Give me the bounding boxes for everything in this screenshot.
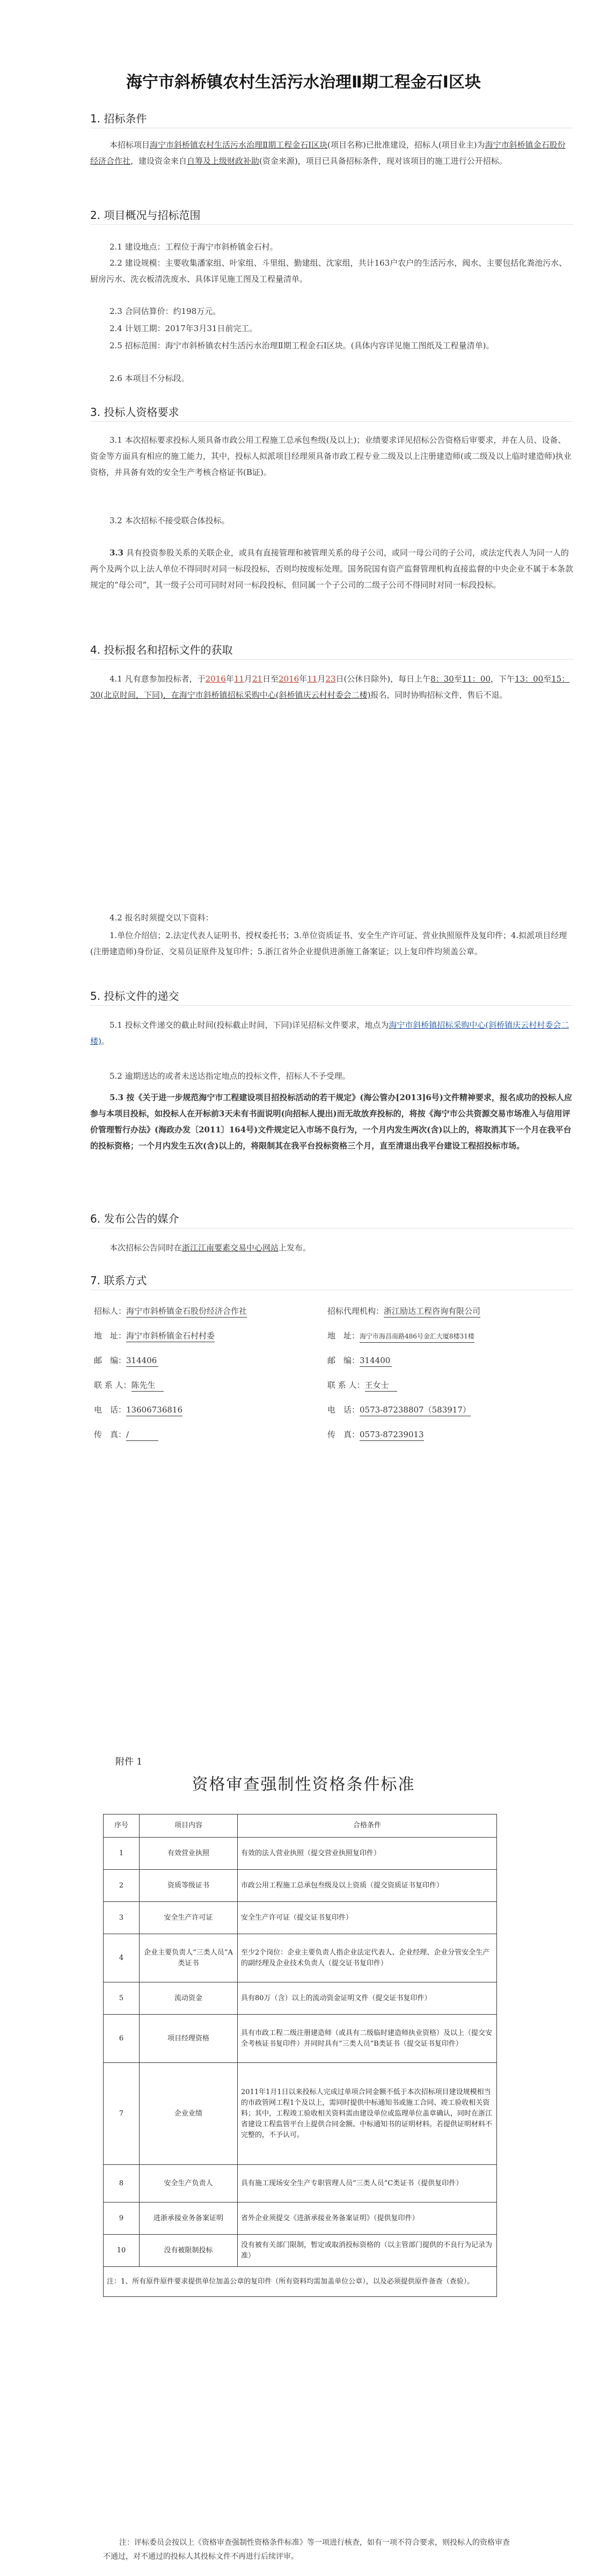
table-row: [104, 1870, 497, 1902]
section-3-paragraph-3: [90, 545, 573, 593]
section-heading-1: 1. 招标条件: [90, 112, 147, 125]
section-heading-4: 4. 投标报名和招标文件的获取: [90, 643, 233, 656]
table-header-row: [104, 1814, 497, 1838]
table-row: [104, 1838, 497, 1870]
row-condition: 安全生产许可证（提交证书复印件）: [238, 1902, 497, 1934]
row-item: 项目经理资格: [140, 2015, 238, 2063]
table-footer-row: [104, 2267, 497, 2297]
row-number: 1: [104, 1838, 140, 1870]
table-row: [104, 1902, 497, 1934]
section-2-line-4: 2.4 计划工期：2017年3月31日前完工。: [109, 324, 258, 333]
section-3-paragraph-2: 3.2 本次招标不接受联合体投标。: [109, 516, 230, 525]
annex-label: 附件 1: [115, 1757, 143, 1767]
end-month: 11: [307, 674, 318, 684]
text-fragment: 本招标项目: [109, 140, 150, 150]
column-header: 项目内容: [140, 1814, 238, 1838]
field-label: 地 址：: [94, 1331, 127, 1341]
end-day: 23: [325, 674, 336, 684]
agency-address-value: 海宁市海昌南路486号金汇大厦8楼31楼: [360, 1330, 474, 1343]
section-heading-6: 6. 发布公告的媒介: [90, 1212, 179, 1225]
row-condition: 省外企业须提交《进浙承接业务备案证明》（提供复印件）: [238, 2202, 497, 2235]
text-fragment: 4.1 凡有意参加投标者，于: [109, 674, 206, 684]
time-am-start: 8：30: [430, 674, 454, 684]
table-row: [104, 1934, 497, 1982]
text-fragment: 。: [101, 1036, 109, 1046]
row-item: 有效营业执照: [140, 1838, 238, 1870]
row-item: 安全生产负责人: [140, 2165, 238, 2202]
row-number: 5: [104, 1982, 140, 2015]
table-row: [104, 2015, 497, 2063]
row-item: 没有被限制投标: [140, 2235, 238, 2267]
field-label: 传 真：: [327, 1430, 360, 1439]
table-row: [104, 2063, 497, 2165]
text-fragment: 上发布。: [279, 1243, 311, 1253]
row-number: 7: [104, 2063, 140, 2165]
table-row: [104, 2165, 497, 2202]
section-2-line-5: 2.5 招标范围：海宁市斜桥镇农村生活污水治理Ⅱ期工程金石Ⅰ区块。(具体内容详见施工图纸及工程量清单)。: [109, 341, 494, 350]
annex-note: 注：评标委员会按以上《资格审查强制性资格条件标准》等一项进行核查，如有一项不符合要求，则投标人的资格审查不通过，对不通过的投标人其投标文件不再进行后续评审。: [103, 2538, 510, 2561]
tenderer-name: 海宁市斜桥镇金石股份经济合作社: [90, 140, 566, 166]
time-pm-start: 13：00: [515, 674, 544, 684]
text-fragment: ，建设资金来自: [130, 156, 187, 166]
agency-fax-value: 0573-87239013: [360, 1429, 424, 1441]
start-day: 21: [252, 674, 263, 684]
section-divider: [90, 659, 573, 660]
section-2-line-3: 2.3 合同估算价：约198万元。: [109, 306, 221, 316]
tenderer-contact-block: [94, 1299, 314, 1447]
tenderer-phone-value: 13606736816: [126, 1404, 182, 1416]
section-heading-5: 5. 投标文件的递交: [90, 990, 179, 1002]
row-condition: 具有80万（含）以上的流动资金证明文件（提交证书复印件）: [238, 1982, 497, 2015]
start-month: 11: [233, 674, 244, 684]
agency-postcode-value: 314400: [360, 1355, 392, 1367]
row-number: 10: [104, 2235, 140, 2267]
text-fragment: 5.1 投标文件递交的截止时间(投标截止时间，下同)详见招标文件要求，地点为: [109, 1020, 389, 1030]
row-number: 8: [104, 2165, 140, 2202]
row-number: 6: [104, 2015, 140, 2063]
row-condition: 没有被有关部门限制，暂定或取消投标资格的（以主管部门提供的不良行为记录为准）: [238, 2235, 497, 2267]
publish-media: 浙江江南要素交易中心网站: [182, 1243, 279, 1253]
section-divider: [90, 1005, 573, 1006]
tenderer-address-value: 海宁市斜桥镇金石村村委: [126, 1330, 215, 1342]
agency-contact-value: 王女士: [365, 1379, 397, 1392]
section-divider: [90, 224, 573, 225]
row-item: 流动资金: [140, 1982, 238, 2015]
document-title: 海宁市斜桥镇农村生活污水治理Ⅱ期工程金石Ⅰ区块: [126, 73, 481, 92]
text-fragment: 本次招标公告同时在: [109, 1243, 182, 1253]
row-item: 企业业绩: [140, 2063, 238, 2165]
row-number: 3: [104, 1902, 140, 1934]
field-label: 地 址：: [327, 1331, 360, 1341]
row-condition: 具有市政工程二级注册建造师（或具有二级临时建造师执业资格）及以上（提交安全考核证书复印件）并同时具有“三类人员”B类证书（提交证书复印件）: [238, 2015, 497, 2063]
submission-place: 海宁市斜桥镇招标采购中心(斜桥镇庆云村村委会二楼): [90, 1020, 569, 1046]
tenderer-postcode-value: 314406: [126, 1355, 158, 1367]
field-label: 电 话：: [94, 1405, 127, 1415]
row-item: 资质等级证书: [140, 1870, 238, 1902]
agency-name-value: 浙江励达工程咨询有限公司: [384, 1305, 480, 1318]
field-label: 传 真：: [94, 1430, 127, 1439]
section-2-line-1: 2.1 建设地点：工程位于海宁市斜桥镇金石村。: [109, 242, 278, 252]
text-fragment: (资金来源)，项目已具备招标条件，现对该项目的施工进行公开招标。: [259, 156, 507, 166]
column-header: 序号: [104, 1814, 140, 1838]
field-label: 联 系 人：: [327, 1380, 365, 1390]
text-fragment: (项目名称)已批准建设，招标人(项目业主)为: [327, 140, 485, 150]
tenderer-name-value: 海宁市斜桥镇金石股份经济合作社: [126, 1305, 247, 1318]
field-label: 邮 编：: [94, 1356, 127, 1365]
tenderer-fax-value: /: [126, 1429, 158, 1441]
annex-title: 资格审查强制性资格条件标准: [192, 1775, 415, 1794]
field-label: 联 系 人：: [94, 1380, 131, 1390]
section-4-paragraph-2: 4.2 报名时须提交以下资料：: [109, 913, 214, 923]
fund-source: 自筹及上级财政补助: [187, 156, 260, 166]
section-divider: [90, 421, 573, 422]
end-year: 2016: [279, 674, 299, 684]
section-5-paragraph-3: 5.3 按《关于进一步规范海宁市工程建设项目招投标活动的若干规定》(海公管办[2013]6号)文件精神要求，报名成功的投标人应参与本项目投标，如投标人在开标前3天未有书面说明(向招标人提出)而无故放弃投标的，将按《海宁市公共资源交易市场准入与信用评价管理暂行办法》(海政办发〔2011〕164号)文件规定记入市场不良行为，一个月内发生两次(含)以上的，将取消其下一个月在我平台的投标资格；一个月内发生五次(含)以上的，将限制其在我平台投标资格三个月，直至清退出我平台建设工程招投标市场。: [90, 1093, 572, 1151]
row-condition: 市政公用工程施工总承包叁级及以上资质（提交资质证书复印件）: [238, 1870, 497, 1902]
agency-phone-value: 0573-87238807（583917）: [360, 1404, 471, 1416]
row-number: 2: [104, 1870, 140, 1902]
column-header: 合格条件: [238, 1814, 497, 1838]
field-label: 招标人：: [94, 1306, 127, 1316]
section-4-paragraph-3: 1.单位介绍信；2.法定代表人证明书、授权委托书；3.单位资质证书、安全生产许可证、营业执照原件及复印件；4.拟派项目经理(注册建造师)身份证、交易员证原件及复印件；5.浙江省外企业提供进浙施工备案证；以上复印件均须盖公章。: [90, 931, 567, 956]
row-condition: 2011年1月1日以来投标人完成过单项合同金额不低于本次招标项目建设规模相当的市政管网工程1个及以上，需同时提供中标通知书或施工合同、竣工验收相关资料；其中，工程竣工验收相关资料需由建设单位或监理单位盖章确认，同时在浙江省建设工程监管平台上提供合同金额、中标通知书的证明材料。若提供证明材料不完整的，不予认可。: [238, 2063, 497, 2165]
section-3-paragraph-1: 3.1 本次招标要求投标人须具备市政公用工程施工总承包叁级(及以上)；业绩要求详见招标公告资格后审要求，并在人员、设备、资金等方面具有相应的施工能力，其中，投标人拟派项目经理须具备市政工程专业二级及以上注册建造师(或二级及以上临时建造师)执业资格，并具备有效的安全生产考核合格证书(B证)。: [90, 435, 572, 477]
time-pm-end: 15：30: [90, 674, 570, 700]
start-year: 2016: [205, 674, 226, 684]
table-row: [104, 1982, 497, 2015]
table-row: [104, 2235, 497, 2267]
section-5-paragraph-1: [90, 1017, 573, 1049]
section-1-paragraph: [90, 137, 573, 169]
qualification-table: [103, 1814, 497, 2297]
row-condition: 至少2个岗位：企业主要负责人指企业法定代表人、企业经理、企业分管安全生产的副经理及企业技术负责人（提交证书复印件）: [238, 1934, 497, 1982]
row-condition: 具有施工现场安全生产专职管理人员“三类人员”C类证书（提供复印件）: [238, 2165, 497, 2202]
section-5-paragraph-2: 5.2 逾期送达的或者未送达指定地点的投标文件，招标人不予受理。: [109, 1071, 350, 1081]
text-fragment: 具有投资参股关系的关联企业，或具有直接管理和被管理关系的母子公司，或同一母公司的子公司，或法定代表人为同一人的两个及两个以上法人单位不得同时对同一标段投标，否则均按废标处理。国务院国有资产监督管理机构直接监督的中央企业不属于本条款规定的“母公司”，其一级子公司可同时对同一标段投标，但同属一个子公司的二级子公司不得同时对同一标段投标。: [90, 548, 574, 590]
row-item: 安全生产许可证: [140, 1902, 238, 1934]
row-item: 进浙承接业务备案证明: [140, 2202, 238, 2235]
row-condition: 有效的法人营业执照（提交营业执照复印件）: [238, 1838, 497, 1870]
row-number: 9: [104, 2202, 140, 2235]
row-number: 4: [104, 1934, 140, 1982]
section-6-paragraph: [90, 1240, 573, 1256]
time-am-end: 11：00: [462, 674, 491, 684]
text-fragment: 日至: [262, 674, 279, 684]
row-item: 企业主要负责人“三类人员”A类证书: [140, 1934, 238, 1982]
section-heading-7: 7. 联系方式: [90, 1274, 147, 1287]
field-label: 招标代理机构：: [327, 1306, 384, 1316]
tenderer-contact-value: 陈先生: [131, 1379, 164, 1392]
project-name: 海宁市斜桥镇农村生活污水治理Ⅱ期工程金石Ⅰ区块: [150, 140, 328, 150]
table-row: [104, 2202, 497, 2235]
table-footer-note: 注：1、所有原件原件要求提供单位加盖公章的复印件（所有资料均需加盖单位公章），以及必须提供原件备查（查验）。: [104, 2267, 497, 2297]
text-fragment: 日(公休日除外)，每日上午: [335, 674, 431, 684]
section-4-paragraph-1: 4.1 凡有意参加投标者，于2016年11月21日至2016年11月23日(公休日除外)，每日上午8：30至11：00，下午13：00至15：30(北京时间，下同)，在海宁市斜桥镇招标采购中心(斜桥镇庆云村村委会二楼)报名，同时协购招标文件，售后不退。: [90, 674, 570, 700]
section-heading-2: 2. 项目概况与招标范围: [90, 209, 201, 222]
text-fragment: 报名，同时协购招标文件，售后不退。: [370, 690, 508, 700]
section-2-line-2: 2.2 建设规模：主要收集潘家组、叶家组、斗里组、勤建组、沈家组，共计163户农户的生活污水，阀水、主要包括化粪池污水、厨房污水、洗衣板清洗废水、具体详见施工图及工程量清单。: [90, 258, 567, 284]
section-heading-3: 3. 投标人资格要求: [90, 406, 179, 419]
section-2-line-6: 2.6 本项目不分标段。: [109, 374, 189, 383]
registration-place: (北京时间，下同)，在海宁市斜桥镇招标采购中心(斜桥镇庆云村村委会二楼): [100, 690, 371, 700]
agency-contact-block: [327, 1299, 580, 1447]
field-label: 邮 编：: [327, 1356, 360, 1365]
field-label: 电 话：: [327, 1405, 360, 1415]
text-fragment: 3.3: [109, 548, 124, 558]
